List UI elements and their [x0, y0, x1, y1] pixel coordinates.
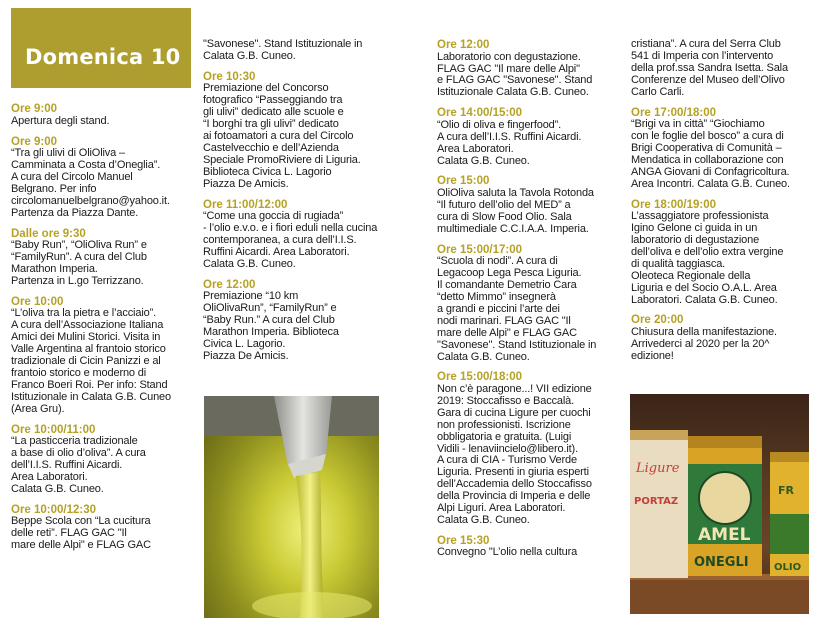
event-description: “Tra gli ulivi di OliOliva – Camminata a Costa d’Oneglia”. A cura del Circolo Manuel Belgrano. Per info circolomanuelbelgrano@yahoo.it. Partenza da Piazza Dante.	[11, 147, 170, 219]
column-2	[203, 39, 393, 371]
event-description: Apertura degli stand.	[11, 114, 110, 127]
tin-left-label: PORTAZ	[634, 496, 679, 507]
tin-center-rim	[688, 436, 762, 448]
event-item	[437, 107, 623, 167]
event-description: “Brigi va in città” “Giochiamo con le foglie del bosco” a cura di Brigi Cooperativa di Comunità – Mendatica in collaborazione con ANGA Giovani di Confagricoltura. Area Incontri. Calata G.B. Cuneo.	[631, 118, 790, 190]
event-time: Ore 9:00	[11, 103, 58, 115]
event-continuation: cristiana”. A cura del Serra Club 541 di Imperia con l’intervento della prof.ssa Sandra Isetta. Sala Conferenze del Museo dell’Olivo Carlo Carli.	[631, 38, 788, 98]
event-item	[11, 103, 195, 128]
tin-right-band	[770, 514, 809, 554]
event-time: Ore 10:00/11:00	[11, 423, 96, 436]
event-time: Ore 12:00	[437, 39, 490, 51]
event-time: Ore 10:00	[11, 295, 64, 308]
event-item	[11, 228, 195, 288]
event-time: Dalle ore 9:30	[11, 227, 86, 240]
column-4	[631, 39, 831, 371]
event-description: “L’oliva tra la pietra e l’acciaio”. A cura dell’Associazione Italiana Amici dei Mulini Storici. Visita in Valle Argentina al frantoio storico tradizionale di Cicin Panizzi e al frantoio storico e moderno di Franco Boeri Roi. Per info: Stand Istituzionale in Calata G.B. Cuneo (Area Gru).	[11, 307, 171, 415]
event-description: “Come una goccia di rugiada” - l’olio e.v.o. e i fiori eduli nella cucina contemporanea, a cura dell’I.I.S. Ruffini Aicardi. Area Laboratori. Calata G.B. Cuneo.	[203, 210, 378, 270]
olive-oil-photo	[204, 396, 379, 618]
event-description: L’assaggiatore professionista Igino Gelone ci guida in un laboratorio di degustazione dell’oliva e dell’olio extra vergine di qualità taggiasca. Oleoteca Regionale della Liguria e del Socio O.A.L. Area Laboratori. Calata G.B. Cuneo.	[631, 210, 784, 306]
tin-right-label: OLIO	[774, 562, 802, 573]
oil-tins-photo	[630, 394, 809, 614]
header-box	[11, 8, 191, 88]
oil-tins-illustration	[630, 394, 809, 614]
event-description: Chiusura della manifestazione. Arrivederci al 2020 per la 20^ edizione!	[631, 326, 777, 362]
event-time: Ore 10:30	[203, 70, 256, 83]
event-time: Ore 17:00/18:00	[631, 106, 717, 119]
event-description: “La pasticceria tradizionale a base di olio d’oliva”. A cura dell’I.I.S. Ruffini Aicardi. Area Laboratori. Calata G.B. Cuneo.	[11, 435, 146, 495]
event-time: Ore 15:30	[437, 534, 490, 547]
event-time: Ore 10:00/12:30	[11, 503, 97, 516]
event-description: Convegno "L’olio nella cultura	[437, 546, 578, 559]
tin-center-brand: AMEL	[698, 525, 751, 545]
page-title: Domenica 10	[25, 45, 181, 69]
event-item	[11, 296, 195, 416]
event-item	[203, 71, 393, 191]
tin-center-medallion	[699, 472, 751, 524]
event-time: Ore 15:00/17:00	[437, 243, 523, 256]
event-description: Laboratorio con degustazione. FLAG GAC "Il mare delle Alpi" e FLAG GAC "Savonese". Stand Istituzionale Calata G.B. Cuneo.	[437, 50, 593, 99]
event-description: Beppe Scola con “La cucitura delle reti”. FLAG GAC "Il mare delle Alpi" e FLAG GAC	[11, 515, 151, 552]
event-time: Ore 15:00	[437, 175, 490, 188]
event-continuation: "Savonese". Stand Istituzionale in Calata G.B. Cuneo.	[203, 38, 363, 62]
event-item	[203, 279, 393, 363]
event-time: Ore 15:00/18:00	[437, 371, 523, 384]
event-time: Ore 20:00	[631, 314, 684, 327]
tin-left-rim	[630, 430, 688, 440]
event-description: Premiazione del Concorso fotografico “Passeggiando tra gli ulivi” dedicato alle scuole e “I borghi tra gli ulivi” dedicato ai fotoamatori a cura del Circolo Castelvecchio e dell’Azienda Speciale PromoRiviere di Liguria. Biblioteca Civica L. Lagorio Piazza De Amicis.	[203, 82, 361, 190]
event-item	[203, 199, 393, 271]
event-time: Ore 14:00/15:00	[437, 107, 523, 120]
event-time: Ore 11:00/12:00	[203, 198, 288, 211]
event-item	[437, 244, 623, 364]
event-time: Ore 9:00	[11, 135, 58, 148]
oil-surface	[252, 592, 372, 618]
event-time: Ore 18:00/19:00	[631, 198, 717, 211]
event-item	[11, 504, 195, 552]
column-3	[437, 39, 623, 567]
event-item	[437, 175, 623, 235]
olive-oil-illustration	[204, 396, 379, 618]
event-description: Premiazione “10 km OliOlivaRun”, “FamilyRun” e “Baby Run.” A cura del Club Marathon Imperia. Biblioteca Civica L. Lagorio. Piazza De Amicis.	[203, 290, 339, 362]
tin-left-label: Ligure	[636, 461, 680, 476]
event-item	[437, 39, 623, 99]
event-description: “Scuola di nodi”. A cura di Legacoop Lega Pesca Liguria. Il comandante Demetrio Cara “detto Mimmo” insegnerà a grandi e piccini l’arte dei nodi marinari. FLAG GAC "Il mare delle Alpi" e FLAG GAC "Savonese". Stand Istituzionale in Calata G.B. Cuneo.	[437, 255, 597, 363]
event-item	[437, 535, 623, 560]
event-description: “Baby Run”, “OliOliva Run” e “FamilyRun”. A cura del Club Marathon Imperia. Partenza in L.go Terrizzano.	[11, 239, 147, 287]
column-1	[11, 103, 195, 560]
event-item	[631, 199, 831, 307]
tin-right-rim	[770, 452, 809, 462]
event-item	[11, 424, 195, 496]
event-item	[437, 371, 623, 526]
event-item	[11, 136, 195, 220]
event-item	[631, 314, 831, 362]
tin-right-label: FR	[778, 484, 794, 497]
event-description: Non c’è paragone...! VII edizione 2019: Stoccafisso e Baccalà. Gara di cucina Ligure per cuochi non professionisti. Iscrizione obbligatoria e gratuita. (Luigi Vidili - lenaviincielo@libero.it). A cura di CIA - Turismo Verde Liguria. Presenti in giuria esperti dell’Accademia dello Stoccafisso della Provincia di Imperia e delle Alpi Liguri. Area Laboratori. Calata G.B. Cuneo.	[437, 383, 592, 526]
wooden-shelf	[630, 579, 809, 614]
event-time: Ore 12:00	[203, 278, 256, 291]
event-item	[631, 107, 831, 191]
tin-center-place: ONEGLI	[694, 555, 749, 570]
event-description: OliOliva saluta la Tavola Rotonda “Il futuro dell’olio del MED” a cura di Slow Food Olio. Sala multimediale C.C.I.A.A. Imperia.	[437, 187, 594, 235]
event-description: “Olio di oliva e fingerfood”. A cura dell’I.I.S. Ruffini Aicardi. Area Laboratori. Calata G.B. Cuneo.	[437, 118, 582, 167]
